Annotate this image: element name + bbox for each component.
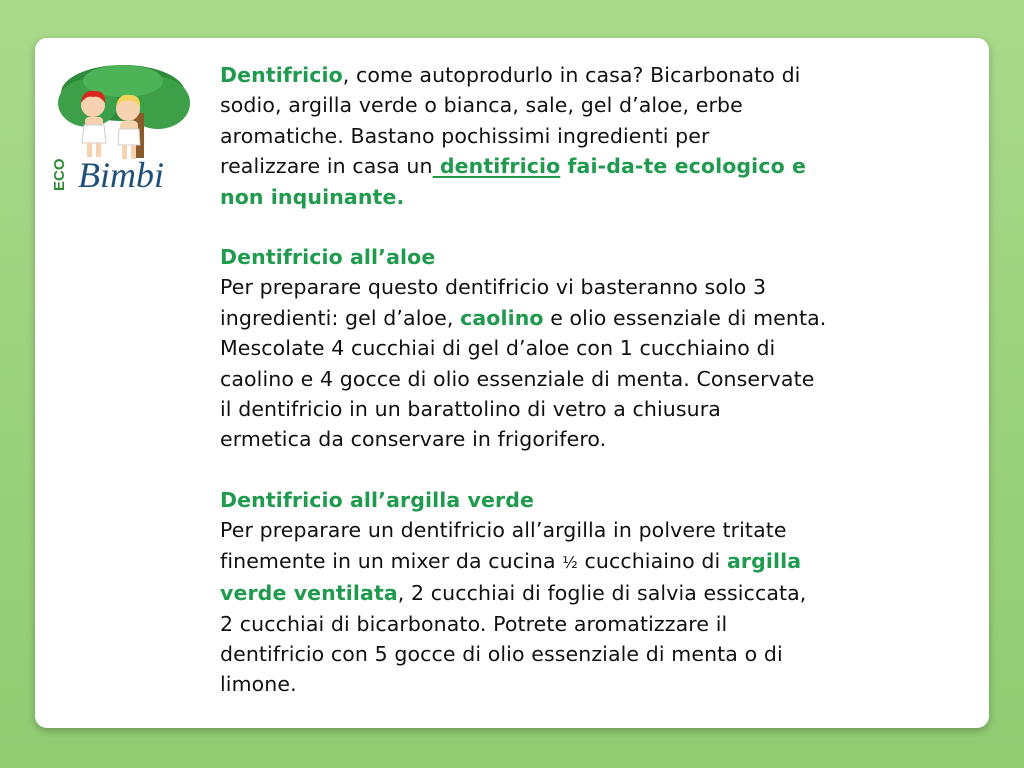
logo-bimbi-text: Bimbi — [78, 155, 164, 195]
argilla-line-4: 2 cucchiai di bicarbonato. Potrete aromatizzare il — [220, 611, 728, 636]
aloe-heading: Dentifricio all’aloe — [220, 245, 436, 270]
argilla-line-5: dentifricio con 5 gocce di olio essenziale di menta o di — [220, 641, 783, 666]
aloe-line-6: ermetica da conservare in frigorifero. — [220, 427, 607, 452]
intro-line-1: Dentifricio, come autoprodurlo in casa? Bicarbonato di — [220, 63, 801, 87]
aloe-line-2: ingredienti: gel d’aloe, caolino e olio essenziale di menta. — [220, 305, 827, 330]
article-content — [220, 60, 910, 730]
argilla-heading: Dentifricio all’argilla verde — [220, 487, 534, 512]
aloe-line-4: caolino e 4 gocce di olio essenziale di menta. Conservate — [220, 366, 815, 391]
aloe-line-5: il dentifricio in un barattolino di vetro a chiusura — [220, 397, 721, 422]
intro-line-3: aromatiche. Bastano pochissimi ingredienti per — [220, 123, 710, 148]
aloe-section — [220, 242, 910, 455]
logo-eco-text: ECO — [51, 158, 68, 191]
intro-line-2: sodio, argilla verde o bianca, sale, gel d’aloe, erbe — [220, 93, 743, 118]
dentifricio-link[interactable]: dentifricio — [432, 154, 561, 179]
aloe-line-1: Per preparare questo dentifricio vi basteranno solo 3 — [220, 275, 767, 300]
argilla-line-6: limone. — [220, 672, 297, 697]
verde-ventilata-term: verde ventilata — [220, 581, 398, 606]
intro-line-5: non inquinante. — [220, 184, 405, 209]
intro-title: Dentifricio — [220, 63, 343, 87]
eco-bimbi-logo — [48, 63, 198, 195]
intro-paragraph — [220, 60, 910, 212]
half-fraction: ½ — [562, 552, 578, 572]
argilla-line-2: finemente in un mixer da cucina ½ cucchiaino di argilla — [220, 548, 802, 573]
argilla-section — [220, 485, 910, 700]
argilla-term: argilla — [726, 548, 802, 573]
intro-line-4: realizzare in casa un dentifricio fai-da-te ecologico e — [220, 154, 806, 179]
argilla-line-3: verde ventilata, 2 cucchiai di foglie di salvia essiccata, — [220, 581, 807, 606]
argilla-line-1: Per preparare un dentifricio all’argilla in polvere tritate — [220, 518, 787, 543]
caolino-term: caolino — [460, 305, 544, 330]
aloe-line-3: Mescolate 4 cucchiai di gel d’aloe con 1 cucchiaino di — [220, 336, 776, 361]
slide-card — [35, 38, 989, 728]
